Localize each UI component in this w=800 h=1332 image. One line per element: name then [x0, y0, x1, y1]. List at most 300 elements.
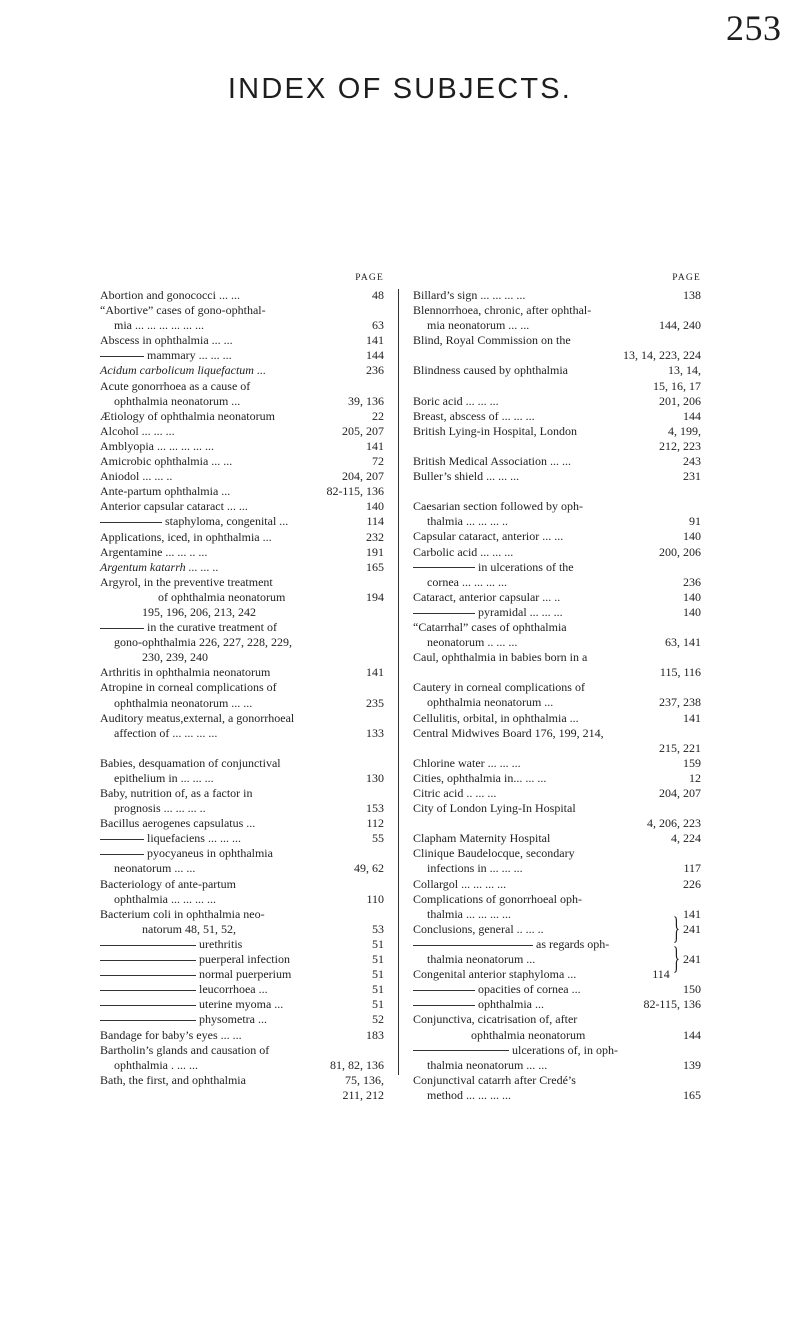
entry-text: 115, 116 [659, 665, 701, 680]
entry-text: Blindness caused by ophthalmia [413, 363, 568, 378]
index-entry [413, 650, 701, 665]
index-entry [100, 560, 384, 575]
index-entry [413, 333, 701, 348]
entry-text: cornea ... ... ... ... [427, 574, 507, 589]
index-entry [413, 529, 701, 544]
entry-pages: 52 [372, 1012, 384, 1027]
entry-pages: 138 [683, 288, 701, 302]
entry-text: method ... ... ... ... [427, 1087, 511, 1102]
index-entry [413, 1058, 701, 1073]
entry-text: Citric acid .. ... ... [413, 786, 497, 800]
entry-text: neonatorum ... ... [114, 861, 196, 876]
index-entry [413, 348, 701, 363]
entry-pages: 48 [372, 288, 384, 302]
index-entry [100, 892, 384, 907]
ditto-rule [100, 522, 162, 523]
entry-text: Carbolic acid ... ... ... [413, 544, 514, 559]
entry-text: Boric acid ... ... ... [413, 393, 499, 408]
index-entry [413, 363, 701, 378]
index-entry [100, 484, 384, 499]
index-column-left [100, 272, 384, 1103]
index-entry [100, 1012, 384, 1027]
index-entry [413, 560, 701, 575]
entry-pages: 51 [372, 982, 384, 997]
entry-text: Clapham Maternity Hospital [413, 831, 551, 846]
index-entry [100, 650, 384, 665]
entry-pages: 82-115, 136 [326, 484, 384, 499]
entry-text: Applications, iced, in ophthalmia ... [100, 529, 272, 544]
entry-text: pyocyaneus in ophthalmia [147, 846, 273, 861]
entry-text: affection of ... ... ... ... [114, 725, 218, 740]
ditto-rule [100, 1005, 196, 1006]
entry-text: ophthalmia neonatorum ... [114, 393, 241, 408]
entry-pages: 130 [366, 770, 384, 785]
entry-pages: 133 [366, 725, 384, 740]
entry-text: Arthritis in ophthalmia neonatorum [100, 665, 271, 680]
entry-text: ulcerations of, in oph- [512, 1042, 618, 1057]
entry-text: Ætiology of ophthalmia neonatorum [100, 408, 275, 423]
index-entry-list [100, 288, 384, 1103]
index-entry [100, 680, 384, 695]
ditto-rule [100, 356, 144, 357]
index-entry [413, 635, 701, 650]
entry-text: infections in ... ... ... [427, 861, 523, 876]
entry-text: ophthalmia . ... ... [114, 1057, 198, 1072]
entry-text: Complications of gonorrhoeal oph- [413, 891, 582, 906]
entry-text: 15, 16, 17 [653, 378, 701, 393]
entry-text: prognosis ... ... ... .. [114, 801, 206, 816]
index-entry [413, 605, 701, 620]
page-number: 253 [726, 8, 782, 48]
ditto-rule [100, 854, 144, 855]
index-entry [413, 786, 701, 801]
index-entry [100, 922, 384, 937]
index-entry [413, 816, 701, 831]
entry-pages: 236 [683, 574, 701, 589]
index-entry [413, 771, 701, 786]
entry-pages: 51 [372, 952, 384, 967]
entry-text: Bacillus aerogenes capsulatus ... [100, 816, 256, 831]
entry-text: Cellulitis, orbital, in ophthalmia ... [413, 710, 579, 725]
index-entry [413, 695, 701, 710]
entry-text: “Abortive” cases of gono-ophthal- [100, 303, 266, 318]
index-entry [100, 726, 384, 741]
index-entry [100, 982, 384, 997]
index-entry [413, 439, 701, 454]
index-entry [413, 665, 701, 680]
entry-text: 215, 221 [659, 740, 701, 755]
index-entry-list [413, 288, 701, 1103]
entry-pages: 165 [683, 1087, 701, 1102]
index-entry [413, 1088, 701, 1103]
index-entry [413, 1073, 701, 1088]
ditto-rule [413, 1005, 475, 1006]
index-entry [413, 469, 701, 484]
entry-pages: 144 [683, 408, 701, 423]
entry-pages: 191 [366, 544, 384, 559]
index-entry [100, 861, 384, 876]
index-entry [413, 545, 701, 560]
entry-pages: 237, 238 [659, 695, 701, 710]
entry-text: ophthalmia neonatorum [471, 1027, 586, 1042]
index-entry [413, 424, 701, 439]
entry-text: thalmia ... ... ... .. [427, 514, 508, 529]
ditto-rule [413, 945, 533, 946]
entry-text: thalmia neonatorum ... ... [427, 1057, 548, 1072]
index-entry [413, 756, 701, 771]
index-entry [100, 1058, 384, 1073]
entry-pages: 82-115, 136 [643, 997, 701, 1012]
entry-text: Ante-partum ophthalmia ... [100, 484, 231, 499]
index-entry [100, 288, 384, 303]
index-entry [100, 409, 384, 424]
index-entry [100, 937, 384, 952]
entry-text: Atropine in corneal complications of [100, 680, 277, 695]
index-entry [413, 997, 701, 1012]
entry-text: Blennorrhoea, chronic, after ophthal- [413, 303, 592, 318]
index-entry [413, 711, 701, 726]
index-entry [413, 846, 701, 861]
ditto-rule [100, 839, 144, 840]
index-entry [100, 665, 384, 680]
index-entry [413, 1028, 701, 1043]
entry-text: staphyloma, congenital ... [165, 514, 289, 529]
entry-text: opacities of cornea ... [478, 982, 581, 997]
entry-text: Bacteriology of ante-partum [100, 876, 236, 891]
entry-pages: 51 [372, 967, 384, 982]
entry-pages: 139 [683, 1057, 701, 1072]
entry-text: Anterior capsular cataract ... ... [100, 499, 248, 514]
entry-text: natorum 48, 51, 52, [142, 921, 236, 936]
entry-text: Baby, nutrition of, as a factor in [100, 786, 253, 800]
index-entry [100, 545, 384, 560]
ditto-rule [413, 613, 475, 614]
index-entry [413, 590, 701, 605]
entry-text: in the curative treatment of [147, 620, 277, 635]
ditto-rule [100, 960, 196, 961]
index-entry [413, 575, 701, 590]
entry-text: Argyrol, in the preventive treatment [100, 574, 273, 589]
entry-text: ophthalmia neonatorum ... ... [114, 695, 253, 710]
index-entry [100, 907, 384, 922]
entry-text: Babies, desquamation of conjunctival [100, 755, 281, 770]
entry-text: Collargol ... ... ... ... [413, 876, 507, 891]
entry-text: in ulcerations of the [478, 559, 574, 574]
entry-text: 230, 239, 240 [142, 650, 208, 665]
ditto-rule [100, 628, 144, 629]
index-entry [100, 756, 384, 771]
index-entry [100, 967, 384, 982]
index-entry [100, 303, 384, 318]
index-entry [100, 877, 384, 892]
entry-pages: 141 [683, 710, 701, 725]
ditto-rule [100, 945, 196, 946]
index-entry [100, 499, 384, 514]
entry-pages: 141 [366, 665, 384, 680]
index-entry [413, 288, 701, 303]
entry-pages: 114 [652, 967, 670, 982]
index-entry [100, 605, 384, 620]
entry-pages: 205, 207 [342, 423, 384, 438]
index-entry [100, 635, 384, 650]
index-entry [413, 861, 701, 876]
entry-pages: 39, 136 [348, 393, 384, 408]
index-entry [100, 318, 384, 333]
entry-text: British Medical Association ... ... [413, 454, 571, 469]
entry-pages: 141 [683, 906, 701, 921]
index-entry [100, 816, 384, 831]
index-entry [413, 620, 701, 635]
entry-text: normal puerperium [199, 967, 292, 982]
entry-pages: 144, 240 [659, 318, 701, 333]
index-entry [100, 394, 384, 409]
index-entry [413, 394, 701, 409]
entry-pages: 194 [366, 589, 384, 604]
index-entry [413, 892, 701, 907]
entry-text: “Catarrhal” cases of ophthalmia [413, 619, 567, 634]
entry-text: British Lying-in Hospital, London [413, 423, 577, 438]
brace-icon: } [672, 943, 680, 978]
entry-text: Conjunctiva, cicatrisation of, after [413, 1012, 578, 1027]
entry-pages: 159 [683, 755, 701, 770]
entry-text: mia ... ... ... ... ... ... [114, 318, 204, 333]
entry-text: urethritis [199, 936, 243, 951]
entry-text: physometra ... [199, 1012, 267, 1027]
entry-pages: 4, 199, [668, 423, 701, 438]
index-entry [413, 680, 701, 695]
index-entry [413, 409, 701, 424]
index-entry [100, 348, 384, 363]
entry-text: Chlorine water ... ... ... [413, 755, 521, 770]
index-entry [100, 1043, 384, 1058]
entry-pages: 12 [689, 770, 701, 785]
entry-text: Abscess in ophthalmia ... ... [100, 333, 233, 348]
entry-text: thalmia neonatorum ... [427, 952, 536, 967]
entry-pages: 243 [683, 454, 701, 469]
entry-text: thalmia ... ... ... ... [427, 906, 511, 921]
entry-pages: 165 [366, 559, 384, 574]
entry-text: Buller’s shield ... ... ... [413, 469, 520, 484]
page-column-header: PAGE [355, 273, 384, 283]
entry-pages: 183 [366, 1027, 384, 1042]
entry-pages: 140 [683, 589, 701, 604]
entry-text: Caesarian section followed by oph- [413, 499, 583, 514]
index-entry [413, 741, 701, 756]
entry-text: as regards oph- [536, 936, 610, 951]
entry-pages: 91 [689, 514, 701, 529]
entry-pages: 144 [683, 1027, 701, 1042]
index-entry [100, 333, 384, 348]
entry-text: Abortion and gonococci ... ... [100, 288, 240, 302]
entry-text: Capsular cataract, anterior ... ... [413, 529, 564, 544]
index-entry [413, 907, 701, 922]
entry-text: Bath, the first, and ophthalmia [100, 1072, 246, 1087]
column-divider [398, 289, 399, 1075]
entry-pages: 53 [372, 921, 384, 936]
index-entry [100, 530, 384, 545]
index-entry [100, 846, 384, 861]
index-entry [413, 831, 701, 846]
entry-pages: 204, 207 [342, 469, 384, 484]
entry-text: Cataract, anterior capsular ... .. [413, 589, 561, 604]
entry-pages: 153 [366, 801, 384, 816]
entry-text: 212, 223 [659, 438, 701, 453]
entry-text: Central Midwives Board 176, 199, 214, [413, 725, 604, 740]
ditto-rule [100, 990, 196, 991]
index-entry [100, 590, 384, 605]
entry-text: Cities, ophthalmia in... ... ... [413, 770, 547, 785]
entry-pages: 140 [683, 529, 701, 544]
entry-text: Conclusions, general .. ... .. [413, 921, 544, 936]
index-entry [413, 303, 701, 318]
entry-text: Argentum katarrh ... ... .. [100, 559, 219, 574]
index-entry [413, 877, 701, 892]
entry-pages: 232 [366, 529, 384, 544]
entry-pages: 236 [366, 363, 384, 378]
entry-pages: 112 [366, 816, 384, 831]
entry-pages: 150 [683, 982, 701, 997]
entry-text: leucorrhoea ... [199, 982, 268, 997]
index-entry [100, 424, 384, 439]
entry-gap [100, 741, 384, 756]
entry-pages: 13, 14, [668, 363, 701, 378]
index-entry [100, 469, 384, 484]
index-entry [413, 801, 701, 816]
index-entry [100, 620, 384, 635]
entry-text: Argentamine ... ... .. ... [100, 544, 208, 559]
entry-text: Bacterium coli in ophthalmia neo- [100, 906, 265, 921]
entry-text: Amicrobic ophthalmia ... ... [100, 454, 233, 469]
entry-text: 195, 196, 206, 213, 242 [142, 604, 256, 619]
index-entry [100, 786, 384, 801]
index-entry [100, 1073, 384, 1088]
entry-pages: 55 [372, 831, 384, 846]
entry-text: Blind, Royal Commission on the [413, 333, 571, 348]
entry-text: ophthalmia ... [478, 997, 544, 1012]
index-entry [413, 1012, 701, 1027]
entry-text: Cautery in corneal complications of [413, 680, 585, 695]
entry-text: epithelium in ... ... ... [114, 770, 214, 785]
index-entry [413, 454, 701, 469]
index-entry [100, 801, 384, 816]
ditto-rule [100, 1020, 196, 1021]
entry-pages: 75, 136, [345, 1072, 384, 1087]
entry-text: of ophthalmia neonatorum [158, 589, 286, 604]
entry-text: Auditory meatus,external, a gonorrhoeal [100, 710, 295, 725]
entry-pages: } 241 [672, 913, 701, 947]
entry-pages: } 241 [672, 943, 701, 978]
ditto-rule [413, 1050, 509, 1051]
entry-pages: 4, 224 [671, 831, 701, 846]
entry-text: Acute gonorrhoea as a cause of [100, 378, 251, 393]
ditto-rule [100, 975, 196, 976]
index-entry [413, 379, 701, 394]
ditto-rule [413, 990, 475, 991]
entry-text: mia neonatorum ... ... [427, 318, 530, 333]
entry-pages: 22 [372, 408, 384, 423]
entry-pages: 63, 141 [665, 635, 701, 650]
page-column-header: PAGE [672, 273, 701, 283]
entry-text: Amblyopia ... ... ... ... ... [100, 438, 214, 453]
entry-pages: 81, 82, 136 [330, 1057, 384, 1072]
entry-text: Bartholin’s glands and causation of [100, 1042, 270, 1057]
entry-text: Caul, ophthalmia in babies born in a [413, 650, 588, 665]
entry-text: neonatorum .. ... ... [427, 635, 518, 650]
page-title: INDEX OF SUBJECTS. [227, 73, 573, 105]
index-entry [100, 997, 384, 1012]
entry-pages: 235 [366, 695, 384, 710]
index-entry [100, 771, 384, 786]
entry-pages: 201, 206 [659, 393, 701, 408]
index-entry [413, 514, 701, 529]
index-entry [100, 363, 384, 378]
entry-text: ophthalmia ... ... ... ... [114, 891, 216, 906]
index-entry [100, 575, 384, 590]
index-entry [413, 318, 701, 333]
entry-pages: 72 [372, 454, 384, 469]
entry-text: Bandage for baby’s eyes ... ... [100, 1027, 242, 1042]
entry-text: Conjunctival catarrh after Credé’s [413, 1072, 576, 1087]
entry-pages: 141 [366, 333, 384, 348]
index-entry [100, 439, 384, 454]
index-entry [100, 831, 384, 846]
brace-icon: } [672, 913, 680, 947]
index-entry [413, 1043, 701, 1058]
entry-pages: 144 [366, 348, 384, 363]
entry-text: Breast, abscess of ... ... ... [413, 408, 535, 423]
entry-text: 4, 206, 223 [647, 816, 701, 831]
index-entry [100, 454, 384, 469]
index-entry [413, 967, 701, 982]
entry-pages: 117 [683, 861, 701, 876]
entry-pages: 141 [366, 438, 384, 453]
entry-text: Congenital anterior staphyloma ... [413, 967, 577, 982]
entry-text: Alcohol ... ... ... [100, 423, 175, 438]
entry-text: Billard’s sign ... ... ... ... [413, 288, 526, 302]
entry-text: liquefaciens ... ... ... [147, 831, 241, 846]
entry-text: puerperal infection [199, 952, 290, 967]
index-entry [413, 937, 701, 952]
entry-pages: 49, 62 [354, 861, 384, 876]
entry-text: gono-ophthalmia 226, 227, 228, 229, [114, 635, 292, 650]
entry-text: Acidum carbolicum liquefactum ... [100, 363, 266, 378]
index-entry [413, 982, 701, 997]
index-entry [100, 711, 384, 726]
index-entry [100, 696, 384, 711]
index-entry [413, 499, 701, 514]
entry-pages: 114 [366, 514, 384, 529]
entry-text: Aniodol ... ... .. [100, 469, 173, 484]
entry-text: City of London Lying-In Hospital [413, 801, 576, 816]
entry-pages: 51 [372, 997, 384, 1012]
entry-pages: 226 [683, 876, 701, 891]
entry-pages: 140 [683, 604, 701, 619]
entry-pages: 140 [366, 499, 384, 514]
entry-text: mammary ... ... ... [147, 348, 232, 363]
entry-text: Clinique Baudelocque, secondary [413, 846, 575, 861]
entry-text: 211, 212 [342, 1087, 384, 1102]
index-entry [100, 379, 384, 394]
index-entry [100, 514, 384, 529]
entry-text: 13, 14, 223, 224 [623, 348, 701, 363]
entry-pages: 110 [366, 891, 384, 906]
entry-text: ophthalmia neonatorum ... [427, 695, 554, 710]
index-entry [100, 1088, 384, 1103]
entry-pages: 51 [372, 936, 384, 951]
entry-text: pyramidal ... ... ... [478, 604, 563, 619]
entry-text: uterine myoma ... [199, 997, 284, 1012]
index-entry [413, 726, 701, 741]
